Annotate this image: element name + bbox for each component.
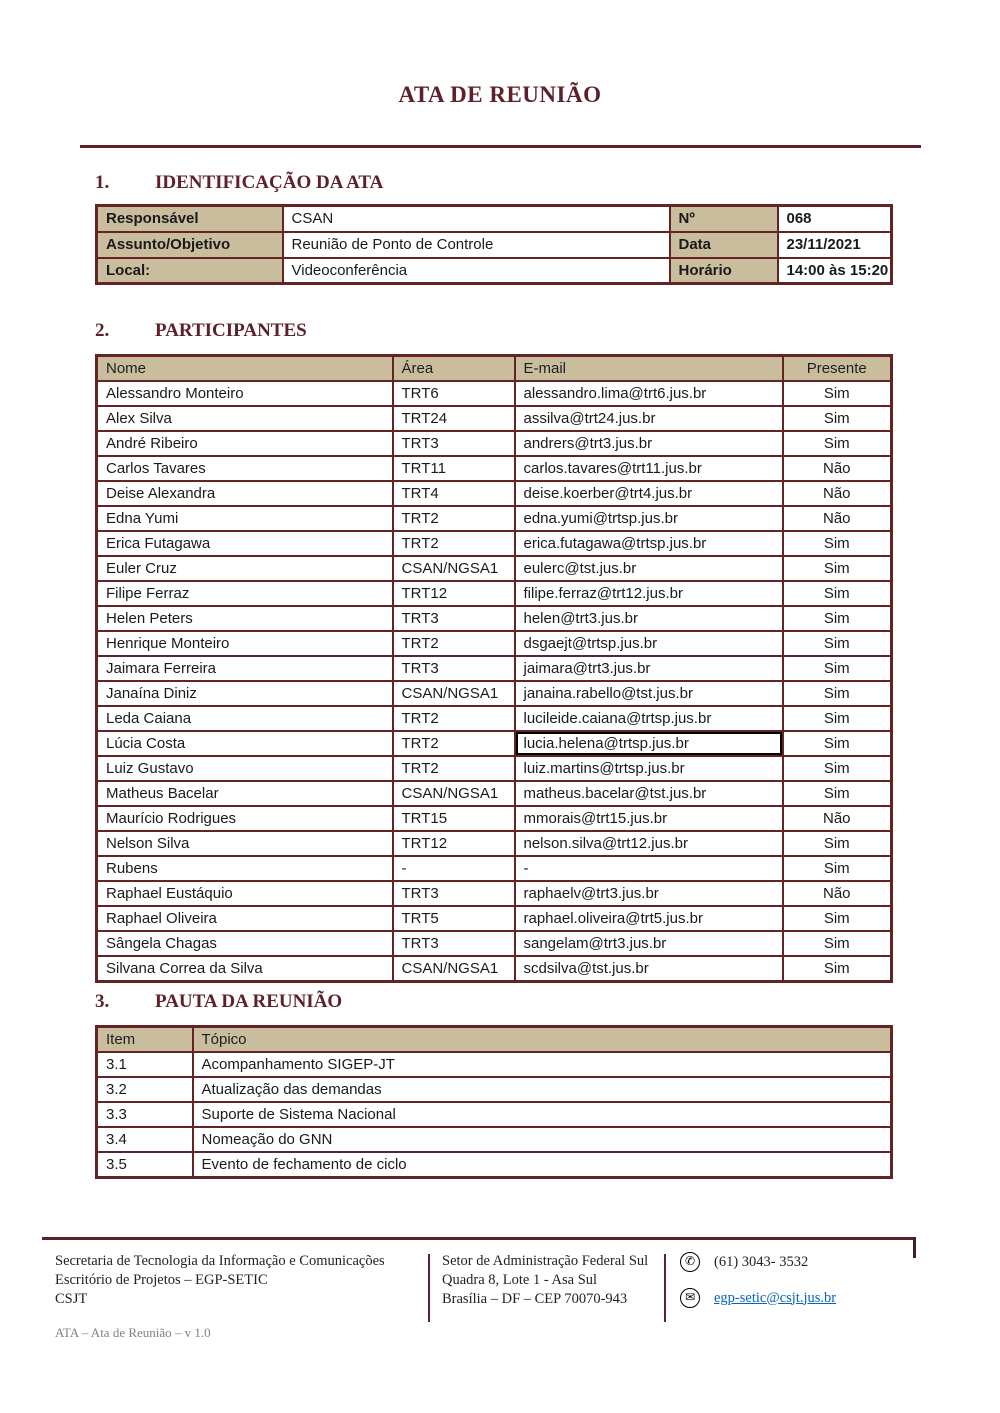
- participant-row: [97, 581, 892, 606]
- area-cell: TRT15: [393, 806, 515, 831]
- footer-org-line: Escritório de Projetos – EGP-SETIC: [55, 1271, 268, 1288]
- topic-cell: Suporte de Sistema Nacional: [193, 1102, 892, 1127]
- present-cell: Não: [783, 456, 892, 481]
- participant-row: [97, 556, 892, 581]
- present-cell: Sim: [783, 956, 892, 982]
- email-cell: luiz.martins@trtsp.jus.br: [515, 756, 783, 781]
- email-cell: helen@trt3.jus.br: [515, 606, 783, 631]
- topic-cell: Evento de fechamento de ciclo: [193, 1152, 892, 1178]
- identification-row: [97, 206, 892, 232]
- value-cell: Reunião de Ponto de Controle: [283, 232, 670, 258]
- footer-email-link[interactable]: egp-setic@csjt.jus.br: [714, 1289, 837, 1306]
- name-cell: Janaína Diniz: [97, 681, 393, 706]
- present-cell: Sim: [783, 906, 892, 931]
- document-version-label: ATA – Ata de Reunião – v 1.0: [55, 1325, 211, 1340]
- name-cell: Lúcia Costa: [97, 731, 393, 756]
- present-cell: Sim: [783, 706, 892, 731]
- footer-organization: [42, 1252, 428, 1328]
- page-title: ATA DE REUNIÃO: [398, 82, 602, 107]
- column-header-email: E-mail: [515, 356, 783, 382]
- email-cell: filipe.ferraz@trt12.jus.br: [515, 581, 783, 606]
- present-cell: Sim: [783, 556, 892, 581]
- area-cell: TRT11: [393, 456, 515, 481]
- email-cell: janaina.rabello@tst.jus.br: [515, 681, 783, 706]
- area-cell: CSAN/NGSA1: [393, 681, 515, 706]
- area-cell: TRT24: [393, 406, 515, 431]
- section-number: 1.: [95, 172, 110, 193]
- agenda-row: [97, 1127, 892, 1152]
- agenda-row: [97, 1052, 892, 1077]
- participant-row: [97, 706, 892, 731]
- participant-row: [97, 631, 892, 656]
- participant-row: [97, 431, 892, 456]
- topic-cell: Nomeação do GNN: [193, 1127, 892, 1152]
- participant-row: [97, 931, 892, 956]
- section-title: PARTICIPANTES: [155, 320, 307, 341]
- phone-icon: ✆: [680, 1252, 700, 1272]
- label2-cell: Horário: [670, 258, 778, 284]
- name-cell: Alex Silva: [97, 406, 393, 431]
- section-heading-agenda: [95, 991, 342, 1013]
- identification-table: [95, 204, 893, 285]
- email-cell: edna.yumi@trtsp.jus.br: [515, 506, 783, 531]
- name-cell: Deise Alexandra: [97, 481, 393, 506]
- participant-row: [97, 606, 892, 631]
- present-cell: Sim: [783, 931, 892, 956]
- present-cell: Sim: [783, 381, 892, 406]
- name-cell: Henrique Monteiro: [97, 631, 393, 656]
- footer-address-line: Brasília – DF – CEP 70070-943: [442, 1290, 628, 1307]
- email-cell: matheus.bacelar@tst.jus.br: [515, 781, 783, 806]
- name-cell: Carlos Tavares: [97, 456, 393, 481]
- area-cell: TRT12: [393, 831, 515, 856]
- email-cell: scdsilva@tst.jus.br: [515, 956, 783, 982]
- area-cell: -: [393, 856, 515, 881]
- present-cell: Sim: [783, 681, 892, 706]
- footer: [42, 1237, 916, 1357]
- footer-phone-row: [680, 1252, 916, 1272]
- present-cell: Sim: [783, 756, 892, 781]
- footer-address-line: Setor de Administração Federal Sul: [442, 1253, 649, 1269]
- email-cell: nelson.silva@trt12.jus.br: [515, 831, 783, 856]
- name-cell: Helen Peters: [97, 606, 393, 631]
- participant-row: [97, 881, 892, 906]
- participant-row: [97, 831, 892, 856]
- participant-row: [97, 731, 892, 756]
- present-cell: Sim: [783, 531, 892, 556]
- area-cell: CSAN/NGSA1: [393, 556, 515, 581]
- footer-divider-tick: [913, 1237, 916, 1258]
- footer-contact: [666, 1252, 916, 1328]
- email-cell: erica.futagawa@trtsp.jus.br: [515, 531, 783, 556]
- section-number: 3.: [95, 991, 110, 1012]
- present-cell: Sim: [783, 631, 892, 656]
- present-cell: Sim: [783, 656, 892, 681]
- name-cell: Matheus Bacelar: [97, 781, 393, 806]
- topic-cell: Atualização das demandas: [193, 1077, 892, 1102]
- area-cell: TRT2: [393, 531, 515, 556]
- label2-cell: Nº: [670, 206, 778, 232]
- footer-divider: [42, 1237, 916, 1240]
- column-header-topico: Tópico: [193, 1027, 892, 1053]
- footer-email-row: [680, 1288, 916, 1308]
- area-cell: TRT2: [393, 756, 515, 781]
- area-cell: TRT3: [393, 656, 515, 681]
- item-cell: 3.5: [97, 1152, 193, 1178]
- agenda-row: [97, 1102, 892, 1127]
- present-cell: Sim: [783, 731, 892, 756]
- email-cell: -: [515, 856, 783, 881]
- name-cell: Maurício Rodrigues: [97, 806, 393, 831]
- name-cell: Luiz Gustavo: [97, 756, 393, 781]
- present-cell: Não: [783, 481, 892, 506]
- email-cell: deise.koerber@trt4.jus.br: [515, 481, 783, 506]
- email-cell: assilva@trt24.jus.br: [515, 406, 783, 431]
- name-cell: André Ribeiro: [97, 431, 393, 456]
- present-cell: Sim: [783, 781, 892, 806]
- label-cell: Responsável: [97, 206, 283, 232]
- participant-row: [97, 956, 892, 982]
- area-cell: TRT2: [393, 631, 515, 656]
- participant-row: [97, 681, 892, 706]
- area-cell: TRT2: [393, 506, 515, 531]
- name-cell: Alessandro Monteiro: [97, 381, 393, 406]
- participant-row: [97, 781, 892, 806]
- title-divider: [80, 145, 921, 148]
- name-cell: Leda Caiana: [97, 706, 393, 731]
- section-title: IDENTIFICAÇÃO DA ATA: [155, 172, 384, 193]
- area-cell: CSAN/NGSA1: [393, 956, 515, 982]
- envelope-icon: ✉: [680, 1288, 700, 1308]
- name-cell: Raphael Eustáquio: [97, 881, 393, 906]
- footer-org-line: CSJT: [55, 1290, 88, 1307]
- area-cell: TRT3: [393, 431, 515, 456]
- area-cell: TRT3: [393, 881, 515, 906]
- identification-row: [97, 258, 892, 284]
- participant-row: [97, 506, 892, 531]
- footer-address: [430, 1252, 664, 1328]
- agenda-header-row: [97, 1027, 892, 1053]
- name-cell: Rubens: [97, 856, 393, 881]
- area-cell: TRT3: [393, 931, 515, 956]
- name-cell: Euler Cruz: [97, 556, 393, 581]
- area-cell: TRT2: [393, 706, 515, 731]
- footer-org-line: Secretaria de Tecnologia da Informação e Comunicações: [55, 1253, 385, 1269]
- email-cell: sangelam@trt3.jus.br: [515, 931, 783, 956]
- participant-row: [97, 856, 892, 881]
- participants-header-row: [97, 356, 892, 382]
- column-header-item: Item: [97, 1027, 193, 1053]
- email-cell: mmorais@trt15.jus.br: [515, 806, 783, 831]
- participant-row: [97, 806, 892, 831]
- participant-row: [97, 656, 892, 681]
- present-cell: Sim: [783, 856, 892, 881]
- area-cell: TRT6: [393, 381, 515, 406]
- label2-cell: Data: [670, 232, 778, 258]
- participant-row: [97, 456, 892, 481]
- present-cell: Não: [783, 806, 892, 831]
- email-cell: carlos.tavares@trt11.jus.br: [515, 456, 783, 481]
- present-cell: Sim: [783, 431, 892, 456]
- participant-row: [97, 531, 892, 556]
- email-cell: jaimara@trt3.jus.br: [515, 656, 783, 681]
- section-heading-identification: [95, 172, 383, 194]
- item-cell: 3.4: [97, 1127, 193, 1152]
- section-heading-participants: [95, 320, 307, 342]
- email-cell: lucia.helena@trtsp.jus.br: [515, 731, 783, 756]
- email-cell: lucileide.caiana@trtsp.jus.br: [515, 706, 783, 731]
- section-number: 2.: [95, 320, 110, 341]
- name-cell: Nelson Silva: [97, 831, 393, 856]
- email-cell: raphael.oliveira@trt5.jus.br: [515, 906, 783, 931]
- value-cell: CSAN: [283, 206, 670, 232]
- value2-cell: 068: [778, 206, 892, 232]
- participant-row: [97, 406, 892, 431]
- participant-row: [97, 381, 892, 406]
- footer-phone-number: (61) 3043- 3532: [714, 1253, 809, 1270]
- item-cell: 3.1: [97, 1052, 193, 1077]
- label-cell: Local:: [97, 258, 283, 284]
- area-cell: TRT2: [393, 731, 515, 756]
- participant-row: [97, 756, 892, 781]
- area-cell: TRT4: [393, 481, 515, 506]
- section-title: PAUTA DA REUNIÃO: [155, 991, 343, 1012]
- name-cell: Edna Yumi: [97, 506, 393, 531]
- present-cell: Não: [783, 506, 892, 531]
- topic-cell: Acompanhamento SIGEP-JT: [193, 1052, 892, 1077]
- area-cell: TRT12: [393, 581, 515, 606]
- present-cell: Sim: [783, 606, 892, 631]
- item-cell: 3.2: [97, 1077, 193, 1102]
- present-cell: Sim: [783, 831, 892, 856]
- agenda-row: [97, 1077, 892, 1102]
- name-cell: Silvana Correa da Silva: [97, 956, 393, 982]
- agenda-row: [97, 1152, 892, 1178]
- value2-cell: 23/11/2021: [778, 232, 892, 258]
- value2-cell: 14:00 às 15:20: [778, 258, 892, 284]
- agenda-table: [95, 1025, 893, 1179]
- email-cell: eulerc@tst.jus.br: [515, 556, 783, 581]
- name-cell: Jaimara Ferreira: [97, 656, 393, 681]
- present-cell: Sim: [783, 581, 892, 606]
- present-cell: Sim: [783, 406, 892, 431]
- footer-address-line: Quadra 8, Lote 1 - Asa Sul: [442, 1271, 598, 1288]
- participant-row: [97, 481, 892, 506]
- email-cell: alessandro.lima@trt6.jus.br: [515, 381, 783, 406]
- column-header-presente: Presente: [783, 356, 892, 382]
- name-cell: Erica Futagawa: [97, 531, 393, 556]
- name-cell: Sângela Chagas: [97, 931, 393, 956]
- email-cell: dsgaejt@trtsp.jus.br: [515, 631, 783, 656]
- participant-row: [97, 906, 892, 931]
- column-header-nome: Nome: [97, 356, 393, 382]
- email-cell: andrers@trt3.jus.br: [515, 431, 783, 456]
- area-cell: CSAN/NGSA1: [393, 781, 515, 806]
- area-cell: TRT3: [393, 606, 515, 631]
- column-header-area: Área: [393, 356, 515, 382]
- area-cell: TRT5: [393, 906, 515, 931]
- name-cell: Raphael Oliveira: [97, 906, 393, 931]
- label-cell: Assunto/Objetivo: [97, 232, 283, 258]
- identification-row: [97, 232, 892, 258]
- present-cell: Não: [783, 881, 892, 906]
- value-cell: Videoconferência: [283, 258, 670, 284]
- participants-table: [95, 354, 893, 983]
- email-cell: raphaelv@trt3.jus.br: [515, 881, 783, 906]
- item-cell: 3.3: [97, 1102, 193, 1127]
- name-cell: Filipe Ferraz: [97, 581, 393, 606]
